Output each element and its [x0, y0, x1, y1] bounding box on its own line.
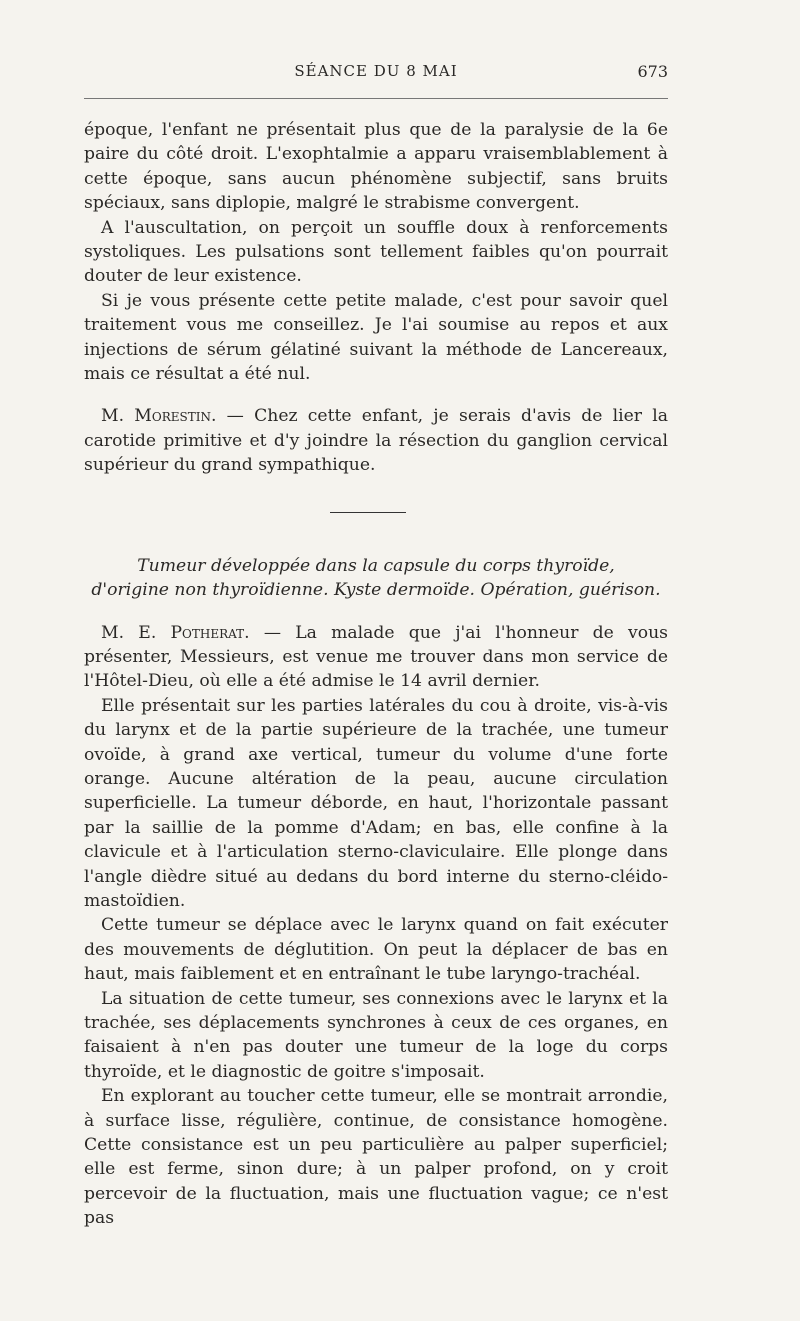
potherat-remark [84, 621, 668, 694]
paragraph: En explorant au toucher cette tumeur, elle se montrait arrondie, à surface lisse, régulière, continue, de consistance homogène. Cette consistance est un peu particulière au palper superficiel; elle est ferme, sinon dure; à un palper profond, on y croit percevoir de la fluctuation, mais une fluctuation vague; ce n'est pas [84, 1086, 668, 1229]
section-separator [84, 478, 668, 554]
speaker-name: M. Morestin. [101, 406, 217, 427]
paragraph: Elle présentait sur les parties latérales du cou à droite, vis-à-vis du larynx et de la partie supérieure de la trachée, une tumeur ovoïde, à grand axe vertical, tumeur du volume d'une forte orange. Aucune altération de la peau, aucune circulation superficielle. La tumeur déborde, en haut, l'horizontale passant par la saillie de la pomme d'Adam; en bas, elle confine à la clavicule et à l'articulation sterno-claviculaire. Elle plonge dans l'angle dièdre situé au dedans du bord interne du sterno-cléido-mastoïdien. [84, 695, 668, 911]
paragraph: Si je vous présente cette petite malade, c'est pour savoir quel traitement vous me conseillez. Je l'ai soumise au repos et aux injections de sérum gélatiné suivant la méthode de Lancereaux, mais ce résultat a été nul. [84, 290, 668, 385]
paragraph: La situation de cette tumeur, ses connexions avec le larynx et la trachée, ses déplacements synchrones à ceux de ces organes, en faisaient à n'en pas douter une tumeur de la loge du corps thyroïde, et le diagnostic de goitre s'imposait. [84, 988, 668, 1082]
spacer [84, 386, 668, 404]
speaker-name: M. E. Potherat. [101, 622, 250, 643]
paragraph: Cette tumeur se déplace avec le larynx quand on fait exécuter des mouvements de déglutition. On peut la déplacer de bas en haut, mais faiblement et en entraînant le tube laryngo-trachéal. [84, 915, 668, 985]
section-title-line: d'origine non thyroïdienne. Kyste dermoïde. Opération, guérison. [91, 580, 661, 601]
running-title: SÉANCE DU 8 MAI [294, 62, 458, 80]
morestin-remark [84, 404, 668, 477]
remark-text: — Chez cette enfant, je serais d'avis de lier la carotide primitive et d'y joindre la résection du ganglion cervical supérieur du grand sympathique. [84, 406, 668, 476]
page-body [84, 118, 668, 1231]
remark-text: — La malade que j'ai l'honneur de vous présenter, Messieurs, est venue me trouver dans mon service de l'Hôtel-Dieu, où elle a été admise le 14 avril dernier. [84, 622, 668, 692]
paragraph: époque, l'enfant ne présentait plus que de la paralysie de la 6e paire du côté droit. L'exophtalmie a apparu vraisemblablement à cette époque, sans aucun phénomène subjectif, sans bruits spéciaux, sans diplopie, malgré le strabisme convergent. [84, 120, 668, 214]
spacer [84, 603, 668, 621]
page-number: 673 [637, 62, 668, 81]
paragraph: A l'auscultation, on perçoit un souffle doux à renforcements systoliques. Les pulsations sont tellement faibles qu'on pourrait douter de leur existence. [84, 217, 668, 287]
header-rule [84, 98, 668, 99]
page-header [84, 62, 668, 86]
section-title-line: Tumeur développée dans la capsule du corps thyroïde, [137, 555, 615, 576]
separator-rule [330, 512, 406, 513]
